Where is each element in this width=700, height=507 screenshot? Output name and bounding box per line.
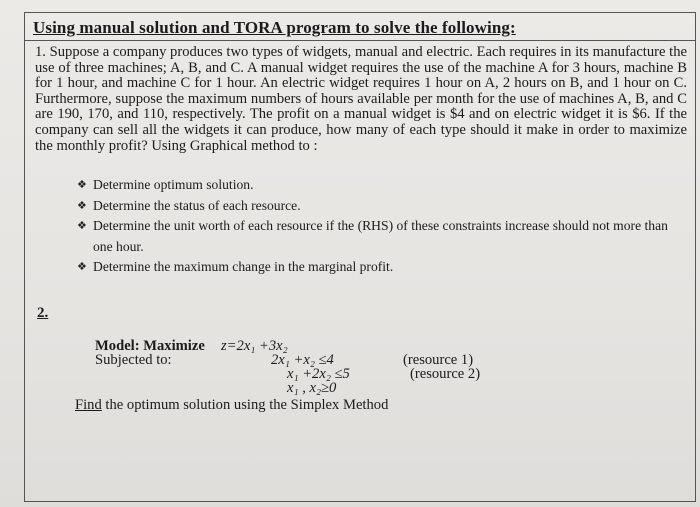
subject-to-label: Subjected to: <box>95 352 172 368</box>
resource-1-label: (resource 1) <box>403 352 474 368</box>
problem-2-number: 2. <box>37 305 49 321</box>
objective-function: z=2x₁ +3x₂ <box>221 338 288 354</box>
diamond-bullet-icon: ❖ <box>77 179 87 191</box>
model-block <box>25 41 697 503</box>
title-box <box>24 12 696 40</box>
resource-2-label: (resource 2) <box>410 366 481 382</box>
bullet-text: Determine the unit worth of each resource if the (RHS) of these constraints increase should not more than one hour. <box>93 218 668 254</box>
bullet-text: Determine optimum solution. <box>93 177 254 192</box>
find-rest: the optimum solution using the Simplex Method <box>101 397 389 413</box>
diamond-bullet-icon: ❖ <box>77 220 87 232</box>
bullet-text: Determine the status of each resource. <box>93 197 301 213</box>
bullet-text: Determine the maximum change in the marginal profit. <box>93 259 394 274</box>
constraint-2: x₁ +2x₂ ≤5 <box>287 366 350 382</box>
constraint-1: 2x₁ +x₂ ≤4 <box>271 352 334 368</box>
problem-1-text: 1. Suppose a company produces two types of widgets, manual and electric. Each requires in its manufacture the use of three machines; A, B, and C. A manual widget requires the use of the machine A for 3 hours, machine B for 1 hour, and machine C for 1 hour. An electric widget requires 1 hour on A, 2 hours on B, and 1 hour on C. Furthermore, suppose the maximum numbers of hours available per month for the use of machines A, B, and C are 190, 170, and 110, respectively. The profit on a manual widget is $4 and on electric widget it is $6. If the company can sell all the widgets it can produce, how many of each type should it make in order to maximize the monthly profit? Using Graphical method to : <box>35 44 687 154</box>
nonnegativity-constraint: x₁ , x₂≥0 <box>287 380 337 396</box>
diamond-bullet-icon: ❖ <box>77 199 87 212</box>
find-word: Find <box>75 397 102 413</box>
model-keyword: Model: Maximize <box>95 338 205 354</box>
diamond-bullet-icon: ❖ <box>77 261 87 273</box>
page-title: Using manual solution and TORA program to solve the following: <box>33 18 516 37</box>
problem-box <box>24 40 696 502</box>
find-instruction <box>75 397 388 414</box>
